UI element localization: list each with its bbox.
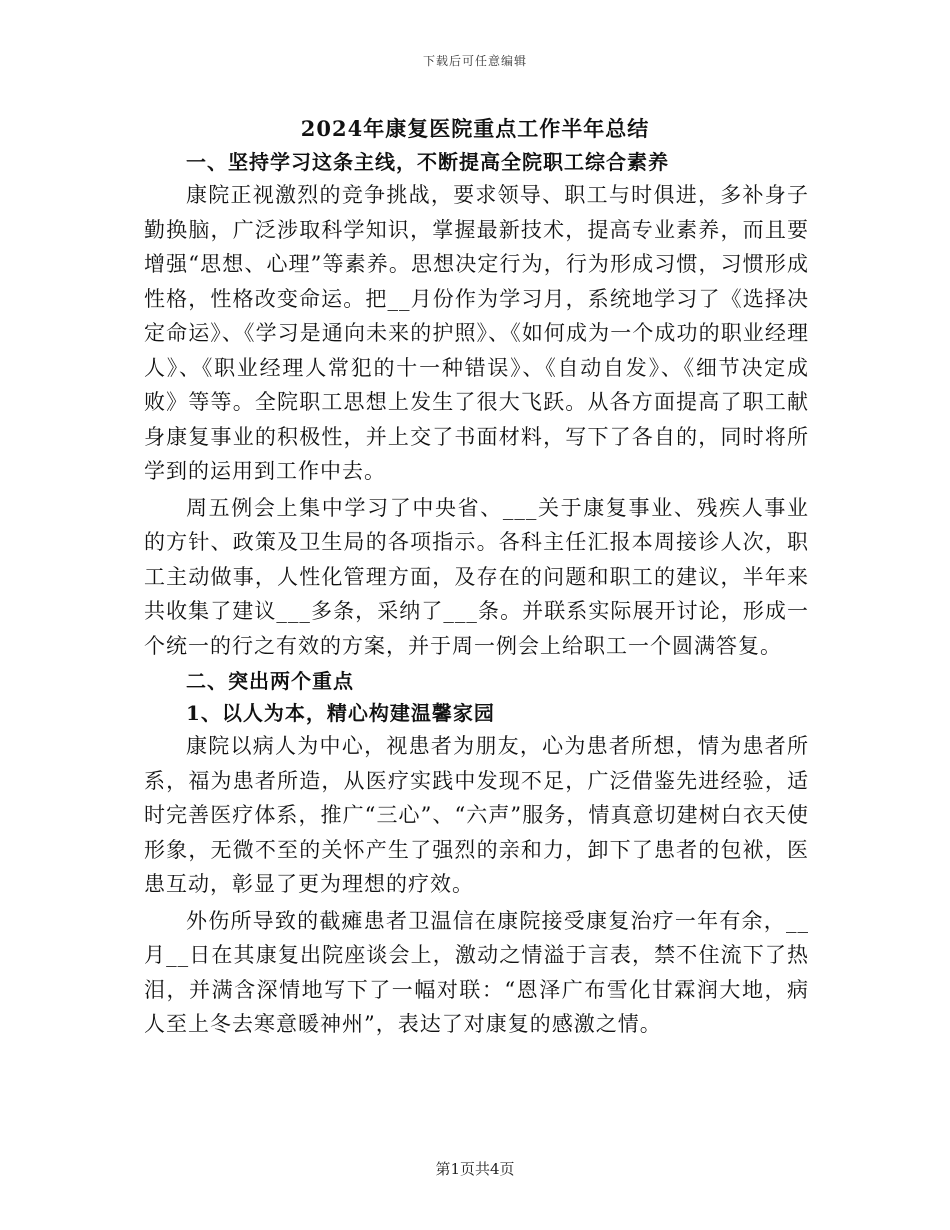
header-note: 下载后可任意编辑	[422, 54, 527, 68]
section-1-paragraph-1: 康院正视激烈的竞争挑战，要求领导、职工与时俱进，多补身子勤换脑，广泛涉取科学知识，掌握最新技术，提高专业素养，而且要增强“思想、心理”等素养。思想决定行为，行为形成习惯，习惯形成性格，性格改变命运。把__月份作为学习月，系统地学习了《选择决定命运》、《学习是通向未来的护照》、《如何成为一个成功的职业经理人》、《职业经理人常犯的十一种错误》、《自动自发》、《细节决定成败》等等。全院职工思想上发生了很大飞跃。从各方面提高了职工献身康复事业的积极性，并上交了书面材料，写下了各自的，同时将所学到的运用到工作中去。	[144, 183, 809, 483]
section-1-paragraph-2: 周五例会上集中学习了中央省、___关于康复事业、残疾人事业的方针、政策及卫生局的各项指示。各科主任汇报本周接诊人次，职工主动做事，人性化管理方面，及存在的问题和职工的建议，半年来共收集了建议___多条，采纳了___条。并联系实际展开讨论，形成一个统一的行之有效的方案，并于周一例会上给职工一个圆满答复。	[144, 495, 809, 658]
page-footer: 第1页共4页	[435, 1160, 515, 1178]
document-body	[144, 146, 809, 1042]
section-1-heading: 一、坚持学习这条主线，不断提高全院职工综合素养	[186, 150, 669, 174]
section-2-subheading-1: 1、以人为本，精心构建温馨家园	[186, 701, 495, 725]
section-2-paragraph-1: 康院以病人为中心，视患者为朋友，心为患者所想，情为患者所系，福为患者所造，从医疗实践中发现不足，广泛借鉴先进经验，适时完善医疗体系，推广“三心”、“六声”服务，情真意切建树白衣天使形象，无微不至的关怀产生了强烈的亲和力，卸下了患者的包袱，医患互动，彰显了更为理想的疗效。	[144, 734, 809, 896]
section-2-heading: 二、突出两个重点	[186, 669, 354, 693]
section-2-paragraph-2: 外伤所导致的截瘫患者卫温信在康院接受康复治疗一年有余，__月__日在其康复出院座谈会上，激动之情溢于言表，禁不住流下了热泪，并满含深情地写下了一幅对联：“恩泽广布雪化甘霖润大地，病人至上冬去寒意暖神州”，表达了对康复的感激之情。	[144, 908, 809, 1036]
document-title: 2024年康复医院重点工作半年总结	[300, 116, 650, 141]
